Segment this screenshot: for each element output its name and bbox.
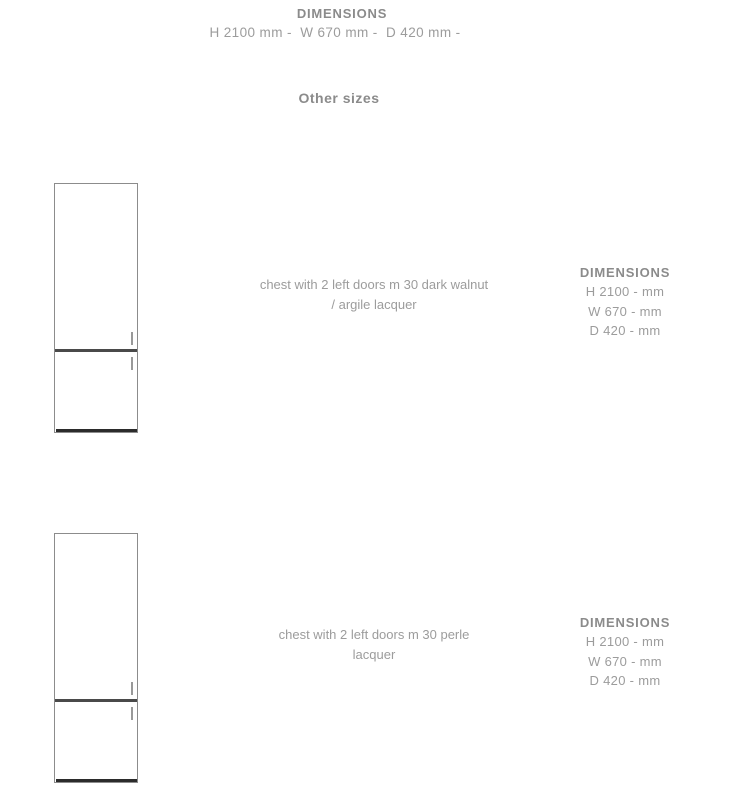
product-description-line-1: chest with 2 left doors m 30 perle — [278, 627, 470, 642]
product-description — [189, 275, 559, 315]
other-sizes-heading: Other sizes — [298, 90, 380, 106]
dimension-row-depth: D 420 - mm — [589, 323, 661, 338]
dimensions-title: DIMENSIONS — [579, 265, 671, 280]
product-dimensions-block — [545, 263, 705, 341]
dimension-row-width: W 670 - mm — [588, 303, 662, 319]
dimension-row-width: W 670 - mm — [588, 653, 662, 669]
product-row — [0, 183, 751, 433]
product-dimensions-block — [545, 613, 705, 691]
cabinet-base-plinth — [56, 779, 137, 783]
tall-two-door-cabinet-drawing — [54, 533, 138, 783]
dimensions-title: DIMENSIONS — [579, 615, 671, 630]
cabinet-door-divider — [55, 699, 137, 702]
cabinet-door-divider — [55, 349, 137, 352]
upper-door-handle — [131, 682, 133, 695]
product-description — [189, 625, 559, 665]
cabinet-base-plinth — [56, 429, 137, 433]
dimension-row-depth: D 420 - mm — [589, 673, 661, 688]
tall-two-door-cabinet-drawing — [54, 183, 138, 433]
overall-dimensions-line: H 2100 mm - W 670 mm - D 420 mm - — [209, 25, 461, 40]
dimension-row-height: H 2100 - mm — [585, 284, 665, 299]
upper-door-handle — [131, 332, 133, 345]
product-description-line-2: / argile lacquer — [331, 297, 417, 312]
product-description-line-2: lacquer — [352, 647, 396, 662]
dimension-row-height: H 2100 - mm — [585, 634, 665, 649]
lower-door-handle — [131, 357, 133, 370]
product-row — [0, 533, 751, 783]
product-description-line-1: chest with 2 left doors m 30 dark walnut — [259, 277, 489, 292]
page-title: DIMENSIONS — [296, 6, 388, 21]
lower-door-handle — [131, 707, 133, 720]
